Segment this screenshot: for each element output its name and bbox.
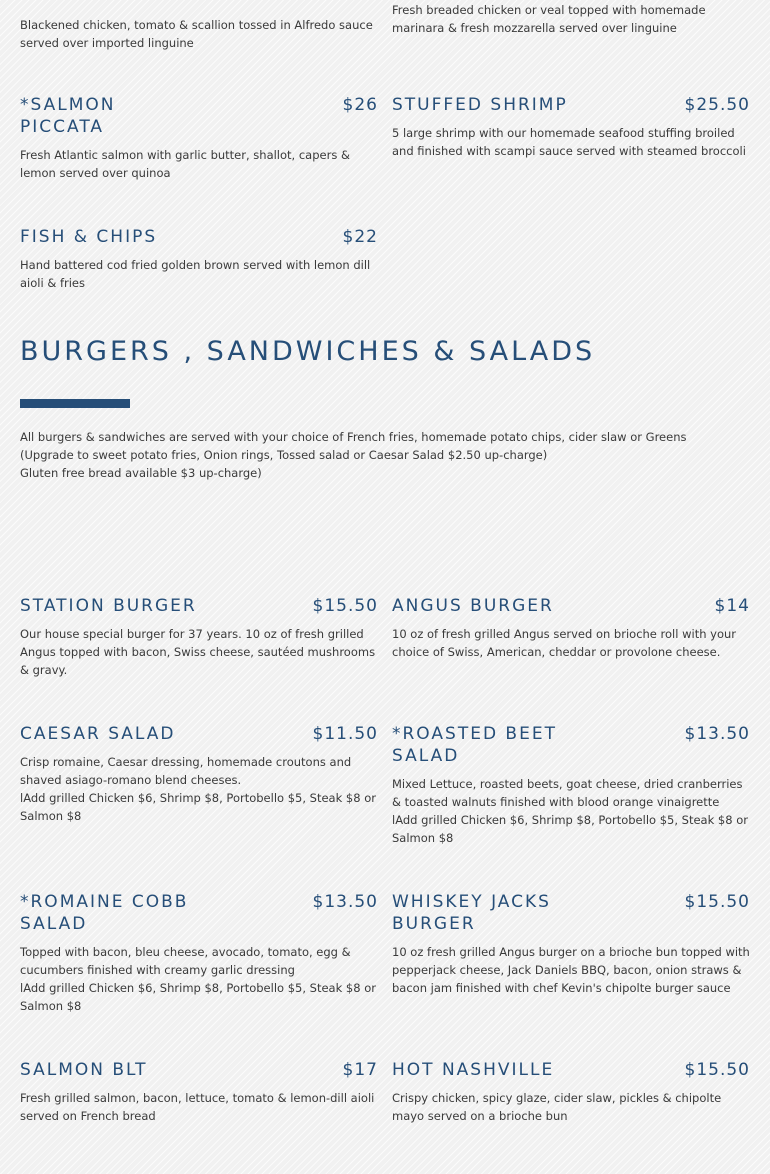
menu-item-salmon-blt [20, 1059, 378, 1125]
menu-item-name: STUFFED SHRIMP [392, 95, 568, 115]
menu-item-price: $11.50 [312, 724, 378, 744]
menu-item-price: $14 [714, 596, 750, 616]
menu-item-desc-text: Crisp romaine, Caesar dressing, homemade croutons and shaved asiago-romano blend cheeses. [20, 755, 352, 787]
menu-item-description: Crispy chicken, spicy glaze, cider slaw, pickles & chipolte mayo served on a brioche bun [392, 1091, 722, 1123]
menu-item-description: Fresh Atlantic salmon with garlic butter, shallot, capers & lemon served over quinoa [20, 148, 350, 180]
menu-item-description: Our house special burger for 37 years. 10 oz of fresh grilled Angus topped with bacon, Swiss cheese, sautéed mushrooms & gravy. [20, 627, 376, 677]
menu-item-fish-chips [20, 226, 378, 292]
menu-item-name: *ROASTED BEET SALAD [392, 724, 557, 766]
section-divider [20, 399, 130, 408]
menu-item-hot-nashville [392, 1059, 750, 1125]
menu-item-price: $25.50 [684, 95, 750, 115]
menu-item-price: $13.50 [312, 892, 378, 912]
menu-item-add-ons: lAdd grilled Chicken $6, Shrimp $8, Portobello $5, Steak $8 or Salmon $8 [20, 981, 376, 1013]
section-note-line: Gluten free bread available $3 up-charge) [20, 466, 262, 480]
menu-item-alfredo [20, 0, 378, 52]
menu-item-romaine-cobb-salad [20, 891, 378, 1015]
menu-item-name: *ROMAINE COBB SALAD [20, 892, 189, 934]
menu-item-description: Fresh grilled salmon, bacon, lettuce, tomato & lemon-dill aioli served on French bread [20, 1091, 375, 1123]
menu-item-description [392, 775, 750, 847]
menu-item-name: HOT NASHVILLE [392, 1060, 555, 1080]
menu-item-price: $17 [342, 1060, 378, 1080]
menu-item-price: $15.50 [684, 892, 750, 912]
menu-item-add-ons: lAdd grilled Chicken $6, Shrimp $8, Portobello $5, Steak $8 or Salmon $8 [392, 813, 748, 845]
menu-item-station-burger [20, 595, 378, 679]
menu-item-name: FISH & CHIPS [20, 227, 158, 247]
section-note [20, 428, 720, 482]
menu-item-description: 10 oz fresh grilled Angus burger on a brioche bun topped with pepperjack cheese, Jack Daniels BBQ, bacon, onion straws & bacon jam finished with chef Kevin's chipolte burger sauce [392, 945, 750, 995]
menu-item-description: Blackened chicken, tomato & scallion tossed in Alfredo sauce served over imported linguine [20, 18, 373, 50]
menu-item-name: STATION BURGER [20, 596, 197, 616]
menu-item-desc-text: Topped with bacon, bleu cheese, avocado, tomato, egg & cucumbers finished with creamy garlic dressing [20, 945, 351, 977]
menu-item-price: $13.50 [684, 724, 750, 744]
menu-item-salmon-piccata [20, 94, 378, 182]
menu-item-stuffed-shrimp [392, 94, 750, 160]
menu-item-price: $15.50 [684, 1060, 750, 1080]
menu-item-name: ANGUS BURGER [392, 596, 554, 616]
menu-item-description: Fresh breaded chicken or veal topped with homemade marinara & fresh mozzarella served over linguine [392, 3, 706, 35]
menu-item-price: $15.50 [312, 596, 378, 616]
menu-item-parmesan [392, 0, 750, 37]
menu-item-name: SALMON BLT [20, 1060, 148, 1080]
menu-item-description: 10 oz of fresh grilled Angus served on brioche roll with your choice of Swiss, American, cheddar or provolone cheese. [392, 627, 737, 659]
section-note-line: All burgers & sandwiches are served with your choice of French fries, homemade potato chips, cider slaw or Greens [20, 430, 687, 444]
menu-item-name: *SALMON PICCATA [20, 95, 116, 137]
menu-item-description: Hand battered cod fried golden brown served with lemon dill aioli & fries [20, 258, 371, 290]
menu-item-name: WHISKEY JACKS BURGER [392, 892, 551, 934]
menu-item-name: CAESAR SALAD [20, 724, 176, 744]
menu-item-add-ons: lAdd grilled Chicken $6, Shrimp $8, Portobello $5, Steak $8 or Salmon $8 [20, 791, 376, 823]
menu-item-description [20, 753, 378, 825]
menu-item-angus-burger [392, 595, 750, 661]
section-title: BURGERS , SANDWICHES & SALADS [20, 336, 596, 367]
menu-item-desc-text: Mixed Lettuce, roasted beets, goat cheese, dried cranberries & toasted walnuts finished with blood orange vinaigrette [392, 777, 743, 809]
menu-item-price: $22 [342, 227, 378, 247]
menu-item-caesar-salad [20, 723, 378, 825]
section-note-line: (Upgrade to sweet potato fries, Onion rings, Tossed salad or Caesar Salad $2.50 up-charge) [20, 448, 548, 462]
menu-item-whiskey-jacks-burger [392, 891, 750, 997]
menu-item-description: 5 large shrimp with our homemade seafood stuffing broiled and finished with scampi sauce served with steamed broccoli [392, 126, 746, 158]
menu-item-price: $26 [342, 95, 378, 115]
menu-item-roasted-beet-salad [392, 723, 750, 847]
menu-item-description [20, 943, 378, 1015]
